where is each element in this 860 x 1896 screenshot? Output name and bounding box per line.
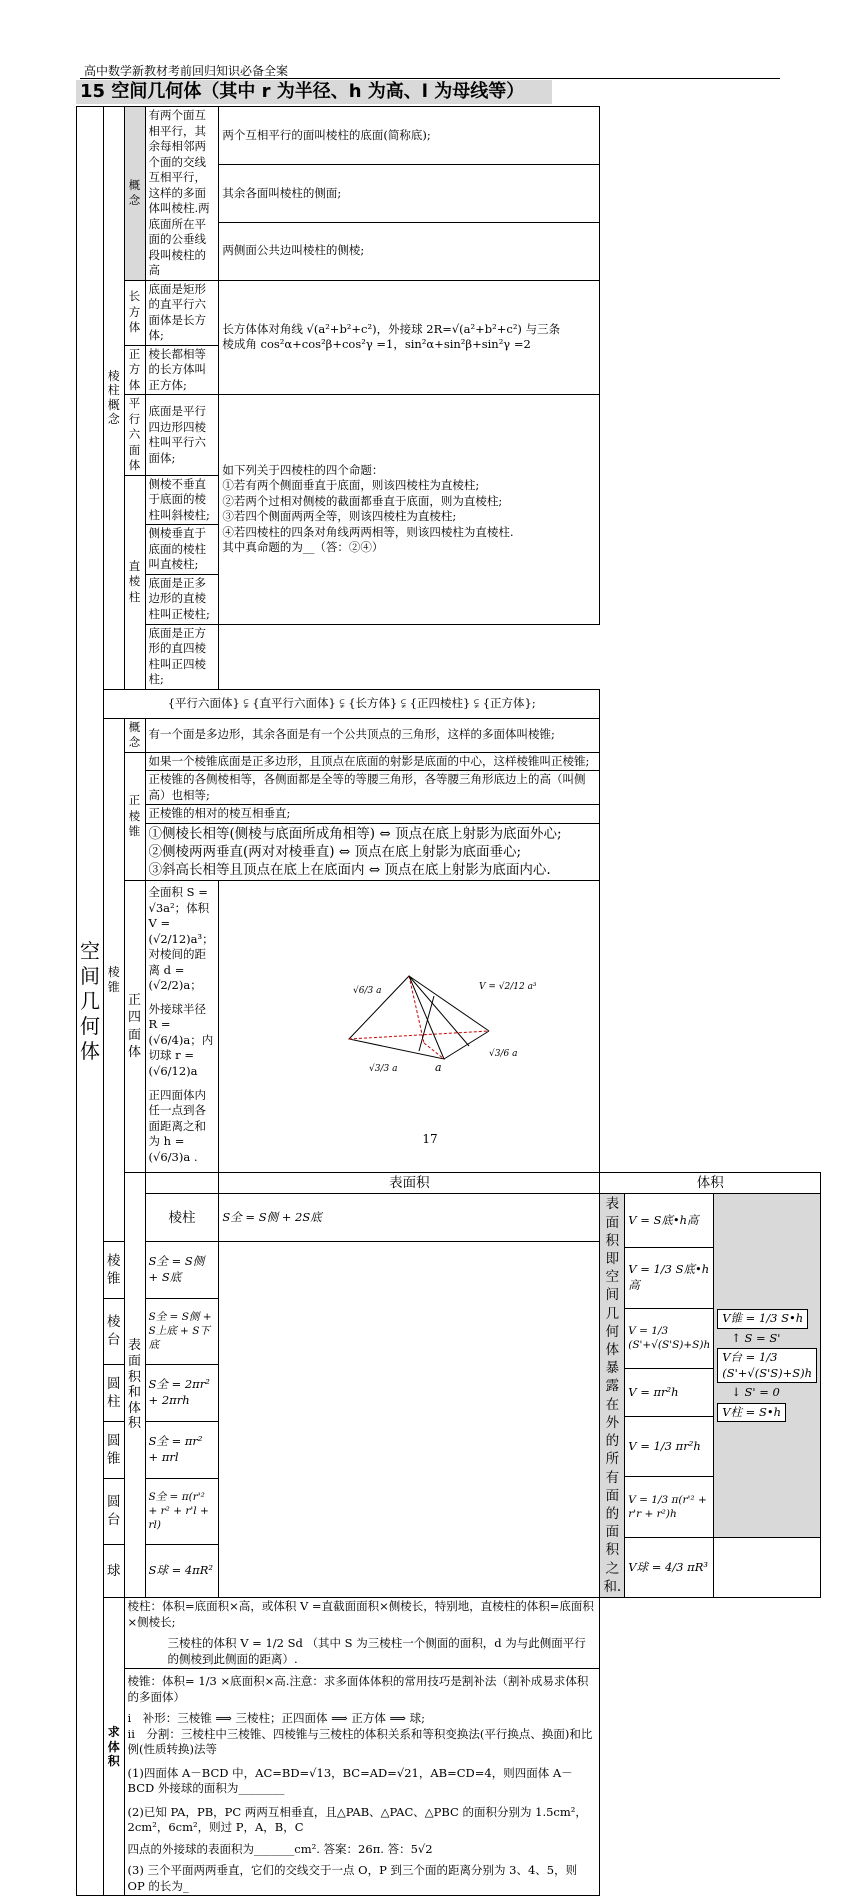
- prism-inclusion: {平行六面体} ⫋ {直平行六面体} ⫋ {长方体} ⫋ {正四棱柱} ⫋ {正方体};: [104, 689, 600, 718]
- tetrahedron-figure: [339, 971, 599, 1083]
- fig-edge-label: a: [435, 1060, 442, 1074]
- question-2b: 四点的外接球的表面积为_______cm². 答案：26π. 答：5√2: [127, 1841, 433, 1856]
- area-pyramid: S全 = S侧 + S底: [145, 1242, 219, 1299]
- fig-height-label: √6/3 a: [353, 985, 382, 996]
- prism-right-1: 两个互相平行的面叫棱柱的底面(简称底);: [219, 107, 600, 165]
- tetra-figure-cell: [219, 881, 600, 1173]
- row-name-prism: 棱柱: [145, 1194, 219, 1242]
- prism-group-label: 棱 柱 概 念: [104, 107, 125, 690]
- prism-volume-note: 棱柱：体积=底面积×高，或体积 V =直截面面积×侧棱长，特别地，直棱柱的体积=底面积×侧棱长; 三棱柱的体积 V = 1/2 Sd （其中 S 为三棱柱一个侧面的面积，d 为与此侧面平行的侧棱到此侧面的距离）.: [124, 1598, 600, 1669]
- fig-circumradius-label: √3/3 a: [369, 1063, 398, 1074]
- pyramid-concept-text: 有一个面是多边形，其余各面是有一个公共顶点的三角形，这样的多面体叫棱锥;: [145, 718, 600, 752]
- row-name-frustum-cone: 圆台: [104, 1478, 125, 1544]
- page-number: 17: [422, 1132, 438, 1146]
- regular-pyramid-label: 正棱锥: [124, 752, 145, 881]
- parallelepiped-label: 平行六面体: [124, 395, 145, 476]
- fig-volume-label: V = √2/12 a³: [479, 981, 537, 992]
- row-name-cylinder: 圆柱: [104, 1364, 125, 1421]
- question-3: (3) 三个平面两两垂直，它们的交线交于一点 O，P 到三个面的距离分别为 3、4、5，则 OP 的长为_: [127, 1863, 578, 1893]
- regular-line-3: 正棱锥的相对的棱互相垂直;: [145, 805, 600, 824]
- straight-def-3: 底面是正多边形的直棱柱叫正棱柱;: [145, 574, 219, 624]
- row-name-frustum: 棱台: [104, 1299, 125, 1365]
- straight-def-1: 侧棱不垂直于底面的棱柱叫斜棱柱;: [145, 475, 219, 525]
- pyramid-group-label: 棱 锥: [104, 718, 125, 1241]
- col-area-header: 表面积: [219, 1173, 600, 1194]
- regular-properties: ①侧棱长相等(侧棱与底面所成角相等) ⇔ 顶点在底上射影为底面外心; ②侧棱两两垂直(两对对棱垂直) ⇔ 顶点在底上射影为底面垂心; ③斜高长相等且顶点在底上在底面内 ⇔ 顶点在底上射影为底面内心.: [145, 823, 600, 881]
- question-1: (1)四面体 A－BCD 中，AC=BD=√13，BC=AD=√21，AB=CD=4，则四面体 A－BCD 外接球的面积为________: [127, 1765, 573, 1796]
- vol-sphere: V球 = 4/3 πR³: [625, 1537, 714, 1597]
- prism-right-2: 其余各面叫棱柱的侧面;: [219, 164, 600, 222]
- straight-def-2: 侧棱垂直于底面的棱柱叫直棱柱;: [145, 525, 219, 575]
- area-cylinder: S全 = 2πr² + 2πrh: [145, 1364, 219, 1421]
- area-sphere: S球 = 4πR²: [145, 1544, 219, 1598]
- section-title: 15 空间几何体（其中 r 为半径、h 为高、l 为母线等）: [76, 80, 552, 104]
- book-header: 高中数学新教材考前回归知识必备全案: [84, 64, 289, 78]
- surface-area-note: 表面积即空间几何体暴露在外的所有面的面积之和.: [600, 1194, 624, 1597]
- row-name-pyramid: 棱锥: [104, 1242, 125, 1299]
- cuboid-diagonal: 长方体体对角线 √(a²+b²+c²)，外接球 2R=√(a²+b²+c²) 与三条 棱成角 cos²α+cos²β+cos²γ =1，sin²α+sin²β+sin²γ =2: [219, 280, 600, 395]
- prism-concept-text: 有两个面互相平行，其余每相邻两个面的交线互相平行，这样的多面体叫棱柱.两底面所在平面的公垂线段叫棱柱的高: [145, 107, 219, 281]
- vol-frustum-cone: V = 1/3 π(r'² + r'r + r²)h: [625, 1477, 714, 1538]
- cuboid-def: 底面是矩形的直平行六面体是长方体;: [145, 280, 219, 345]
- volume-calc-group-label: 求 体 积: [104, 1598, 125, 1896]
- cuboid-label: 长方体: [124, 280, 145, 345]
- header-rule: [80, 78, 780, 79]
- regular-line-2: 正棱锥的各侧棱相等，各侧面都是全等的等腰三角形，各等腰三角形底边上的高（叫侧高）也相等;: [145, 771, 600, 805]
- vol-frustum: V = 1/3 (S'+√(S'S)+S)h: [625, 1308, 714, 1369]
- row-name-cone: 圆锥: [104, 1421, 125, 1478]
- volume-chain: V锥 = 1/3 S•h ↑ S = S' V台 = 1/3 (S'+√(S'S)+S)h ↓ S' = 0 V柱 = S•h: [714, 1194, 820, 1537]
- geometry-table: [76, 106, 821, 1896]
- prism-concept-label: 概念: [124, 107, 145, 281]
- parallelepiped-def: 底面是平行四边形四棱柱叫平行六面体;: [145, 395, 219, 476]
- area-cone: S全 = πr² + πrl: [145, 1421, 219, 1478]
- volume-column: [600, 1194, 821, 1598]
- pyramid-concept-label: 概念: [124, 718, 145, 752]
- vol-pyramid: V = 1/3 S底•h高: [625, 1248, 714, 1309]
- left-label: 空 间 几 何 体: [77, 107, 104, 1896]
- area-frustum-cone: S全 = π(r'² + r² + r'l + rl): [145, 1478, 219, 1544]
- tetra-label: 正四面体: [124, 881, 145, 1173]
- cube-label: 正方体: [124, 345, 145, 395]
- fig-inradius-label: √3/6 a: [489, 1048, 518, 1059]
- prism-propositions: 如下列关于四棱柱的四个命题： ①若有两个侧面垂直于底面，则该四棱柱为直棱柱; ②若两个过相对侧棱的截面都垂直于底面，则为直棱柱; ③若四个侧面两两全等，则该四棱柱为直棱柱; ④若四棱柱的四条对角线两两相等，则该四棱柱为直棱柱. 其中真命题的为__（答：②④）: [219, 395, 600, 624]
- area-volume-group-label: 表 面 积 和 体 积: [124, 1173, 145, 1598]
- vol-prism: V = S底•h高: [625, 1194, 714, 1247]
- row-name-sphere: 球: [104, 1544, 125, 1598]
- tetra-formulas: 全面积 S = √3a²；体积 V = (√2/12)a³；对棱间的距离 d = (√2/2)a； 外接球半径 R = (√6/4)a；内切球 r = (√6/12)a 正四面体内任一点到各面距离之和为 h = (√6/3)a .: [145, 881, 219, 1173]
- area-prism: S全 = S侧 + 2S底: [219, 1194, 600, 1242]
- cube-def: 棱长都相等的长方体叫正方体;: [145, 345, 219, 395]
- straight-def-4: 底面是正方形的直四棱柱叫正四棱柱;: [145, 624, 219, 689]
- vol-cylinder: V = πr²h: [625, 1369, 714, 1416]
- regular-line-1: 如果一个棱锥底面是正多边形，且顶点在底面的射影是底面的中心，这样棱锥叫正棱锥;: [145, 752, 600, 771]
- prism-right-3: 两侧面公共边叫棱柱的侧棱;: [219, 222, 600, 280]
- col-vol-header: 体积: [600, 1173, 821, 1194]
- pyramid-volume-note: 棱锥：体积= 1/3 ×底面积×高.注意：求多面体体积的常用技巧是割补法（割补成易求体积的多面体） i 补形：三棱锥 ⟹ 三棱柱；正四面体 ⟹ 正方体 ⟹ 球; ii 分割：三棱柱中三棱锥、四棱锥与三棱柱的体积关系和等积变换法(平行换点、换面)和比例(性质转换)法等 (1)四面体 A－BCD 中，AC=BD=√13，BC=AD=√21，AB=CD=4，则四面体 A－BCD 外接球的面积为________ (2)已知 PA，PB，PC 两两互相垂直，且△PAB、△PAC、△PBC 的面积分别为 1.5cm²，2cm²，6cm²，则过 P，A，B，C 四点的外接球的表面积为_______cm². 答案：26π. 答：5√2 (3) 三个平面两两垂直，它们的交线交于一点 O，P 到三个面的距离分别为 3、4、5，则 OP 的长为_: [124, 1669, 600, 1896]
- straight-prism-label: 直棱柱: [124, 475, 145, 689]
- area-frustum: S全 = S侧 + S上底 + S下底: [145, 1299, 219, 1365]
- vol-cone: V = 1/3 πr²h: [625, 1416, 714, 1477]
- question-2a: (2)已知 PA，PB，PC 两两互相垂直，且△PAB、△PAC、△PBC 的面积分别为 1.5cm²，2cm²，6cm²，则过 P，A，B，C: [127, 1804, 587, 1835]
